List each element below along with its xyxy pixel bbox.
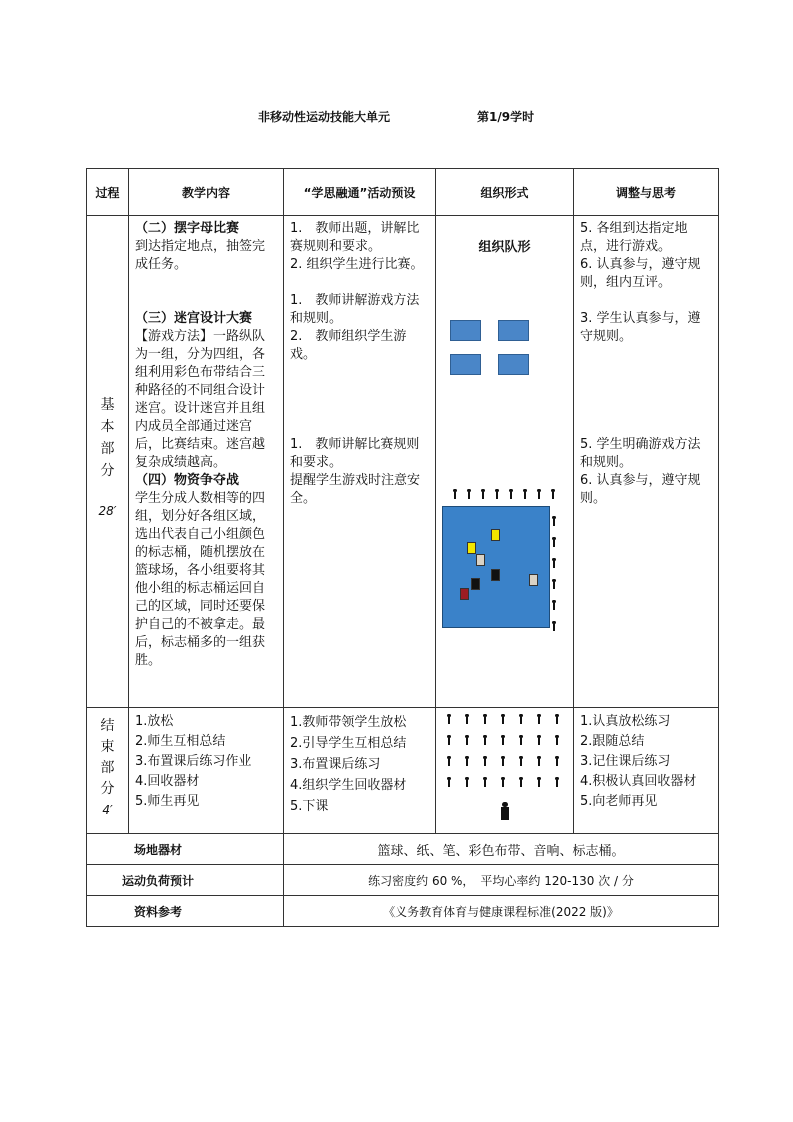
reflection-item: 6. 认真参与，遵守规则，组内互评。 — [580, 257, 701, 290]
student-icon — [465, 735, 469, 745]
section-title: （二）摆字母比赛 — [135, 221, 240, 236]
basic-part-row — [87, 216, 719, 708]
ending-activity-item: 3.布置课后练习 — [290, 757, 381, 772]
load-value-cell — [284, 865, 719, 896]
student-icon — [495, 489, 499, 499]
ending-reflection-item: 4.积极认真回收器材 — [580, 774, 697, 789]
page-header — [0, 106, 793, 126]
header-process: 过程 — [87, 169, 129, 216]
cone-marker-white — [476, 554, 485, 566]
group-area — [450, 320, 481, 341]
ending-reflection-item: 2.跟随总结 — [580, 734, 645, 749]
ending-content-cell — [129, 708, 284, 834]
student-icon — [519, 756, 523, 766]
student-icon — [552, 600, 556, 610]
header-organization: 组织形式 — [436, 169, 574, 216]
student-icon — [523, 489, 527, 499]
student-icon — [537, 756, 541, 766]
cone-marker-yellow — [467, 542, 476, 554]
reference-label-cell — [87, 896, 284, 927]
load-value: 练习密度约 60 %， 平均心率约 120-130 次 / 分 — [368, 873, 634, 888]
section-text: 到达指定地点，抽签完成任务。 — [135, 239, 266, 272]
cone-marker-red — [460, 588, 469, 600]
student-icon — [555, 735, 559, 745]
student-icon — [465, 756, 469, 766]
student-icon — [552, 558, 556, 568]
section-text: 学生分成人数相等的四组，划分好各组区域，选出代表自己小组颜色的标志桶，随机摆放在篮球场，各小组要将其他小组的标志桶运回自己的区域，同时还要保护自己的不被拿走。最后，标志桶多的一组获胜。 — [135, 491, 266, 668]
ending-reflection-item: 3.记住课后练习 — [580, 754, 671, 769]
student-icon — [519, 714, 523, 724]
student-icon — [465, 777, 469, 787]
reference-row — [87, 896, 719, 927]
activity-item: 提醒学生游戏时注意安全。 — [290, 473, 421, 506]
group-area — [450, 354, 481, 375]
header-content: 教学内容 — [129, 169, 284, 216]
basic-reflection-cell — [574, 216, 719, 708]
ending-activity-cell — [284, 708, 436, 834]
activity-item: 1. 教师讲解比赛规则和要求。 — [290, 437, 420, 470]
load-row — [87, 865, 719, 896]
student-icon — [555, 714, 559, 724]
ending-content-item: 2.师生互相总结 — [135, 734, 226, 749]
activity-item: 1. 教师讲解游戏方法和规则。 — [290, 293, 420, 326]
venue-row — [87, 834, 719, 865]
section-title: （四）物资争夺战 — [135, 473, 240, 488]
reflection-item: 5. 学生明确游戏方法和规则。 — [580, 437, 701, 470]
ending-duration: 4′ — [102, 803, 113, 817]
phase-char: 本 — [100, 419, 115, 435]
venue-value-cell — [284, 834, 719, 865]
student-icon — [453, 489, 457, 499]
ending-content-item: 5.师生再见 — [135, 794, 200, 809]
reference-value: 《义务教育体育与健康课程标准(2022 版)》 — [383, 904, 619, 919]
phase-char: 基 — [100, 397, 115, 413]
ending-formation-diagram — [436, 708, 573, 832]
activity-item: 1. 教师出题，讲解比赛规则和要求。 — [290, 221, 420, 254]
student-icon — [537, 777, 541, 787]
header-reflection: 调整与思考 — [574, 169, 719, 216]
unit-title: 非移动性运动技能大单元 — [258, 110, 391, 124]
student-icon — [555, 777, 559, 787]
venue-value: 篮球、纸、笔、彩色布带、音响、标志桶。 — [377, 843, 625, 859]
section-title: （三）迷宫设计大赛 — [135, 311, 253, 326]
student-icon — [551, 489, 555, 499]
ending-reflection-item: 1.认真放松练习 — [580, 714, 671, 729]
venue-label: 场地器材 — [133, 842, 182, 857]
student-icon — [483, 714, 487, 724]
ending-activity-item: 1.教师带领学生放松 — [290, 715, 407, 730]
basketball-court — [442, 506, 550, 628]
student-icon — [447, 714, 451, 724]
teacher-icon — [500, 802, 510, 820]
ending-activity-item: 2.引导学生互相总结 — [290, 736, 407, 751]
student-icon — [447, 735, 451, 745]
student-icon — [552, 537, 556, 547]
basic-phase-cell — [87, 216, 129, 708]
student-icon — [467, 489, 471, 499]
student-icon — [447, 756, 451, 766]
student-icon — [483, 756, 487, 766]
student-icon — [537, 489, 541, 499]
organization-diagram — [436, 216, 573, 706]
organization-title: 组织队形 — [478, 240, 531, 255]
ending-organization-cell — [436, 708, 574, 834]
student-icon — [465, 714, 469, 724]
lesson-number: 第1/9学时 — [477, 110, 535, 124]
student-icon — [501, 714, 505, 724]
student-icon — [555, 756, 559, 766]
activity-item: 2. 教师组织学生游戏。 — [290, 329, 407, 362]
cone-marker-white — [529, 574, 538, 586]
ending-part-row — [87, 708, 719, 834]
ending-content-item: 4.回收器材 — [135, 774, 200, 789]
reflection-item: 3. 学生认真参与，遵守规则。 — [580, 311, 701, 344]
student-icon — [447, 777, 451, 787]
lesson-plan-table — [86, 168, 719, 927]
ending-activity-item: 4.组织学生回收器材 — [290, 778, 407, 793]
venue-label-cell — [87, 834, 284, 865]
group-area — [498, 354, 529, 375]
basic-activity-cell — [284, 216, 436, 708]
student-icon — [509, 489, 513, 499]
student-icon — [501, 756, 505, 766]
student-icon — [519, 777, 523, 787]
cone-marker-yellow — [491, 529, 500, 541]
student-icon — [481, 489, 485, 499]
header-activity: “学思融通”活动预设 — [284, 169, 436, 216]
student-icon — [552, 579, 556, 589]
basic-content-cell — [129, 216, 284, 708]
table-header-row — [87, 169, 719, 216]
reflection-item: 5. 各组到达指定地点，进行游戏。 — [580, 221, 688, 254]
load-label-cell — [87, 865, 284, 896]
reference-value-cell — [284, 896, 719, 927]
ending-reflection-cell — [574, 708, 719, 834]
basic-duration: 28′ — [98, 504, 117, 518]
student-icon — [552, 516, 556, 526]
student-icon — [483, 735, 487, 745]
phase-char: 部 — [100, 760, 115, 776]
student-icon — [501, 735, 505, 745]
basic-organization-cell — [436, 216, 574, 708]
group-area — [498, 320, 529, 341]
section-text: 【游戏方法】一路纵队为一组，分为四组，各组利用彩色布带结合三种路径的不同组合设计迷宫。设计迷宫并且组内成员全部通过迷宫后，比赛结束。迷宫越复杂成绩越高。 — [135, 329, 266, 470]
student-icon — [537, 735, 541, 745]
ending-content-item: 1.放松 — [135, 714, 174, 729]
ending-activity-item: 5.下课 — [290, 799, 329, 814]
student-icon — [501, 777, 505, 787]
phase-char: 分 — [100, 781, 115, 797]
student-icon — [483, 777, 487, 787]
ending-reflection-item: 5.向老师再见 — [580, 794, 658, 809]
reference-label: 资料参考 — [133, 904, 182, 919]
phase-char: 结 — [100, 718, 115, 734]
student-icon — [537, 714, 541, 724]
student-icon — [519, 735, 523, 745]
reflection-item: 6. 认真参与，遵守规则。 — [580, 473, 701, 506]
student-icon — [552, 621, 556, 631]
activity-item: 2. 组织学生进行比赛。 — [290, 257, 424, 272]
phase-char: 分 — [100, 463, 115, 479]
ending-content-item: 3.布置课后练习作业 — [135, 754, 252, 769]
load-label: 运动负荷预计 — [121, 873, 194, 888]
cone-marker-black — [491, 569, 500, 581]
phase-char: 部 — [100, 441, 115, 457]
ending-phase-cell — [87, 708, 129, 834]
cone-marker-black — [471, 578, 480, 590]
phase-char: 束 — [100, 739, 115, 755]
